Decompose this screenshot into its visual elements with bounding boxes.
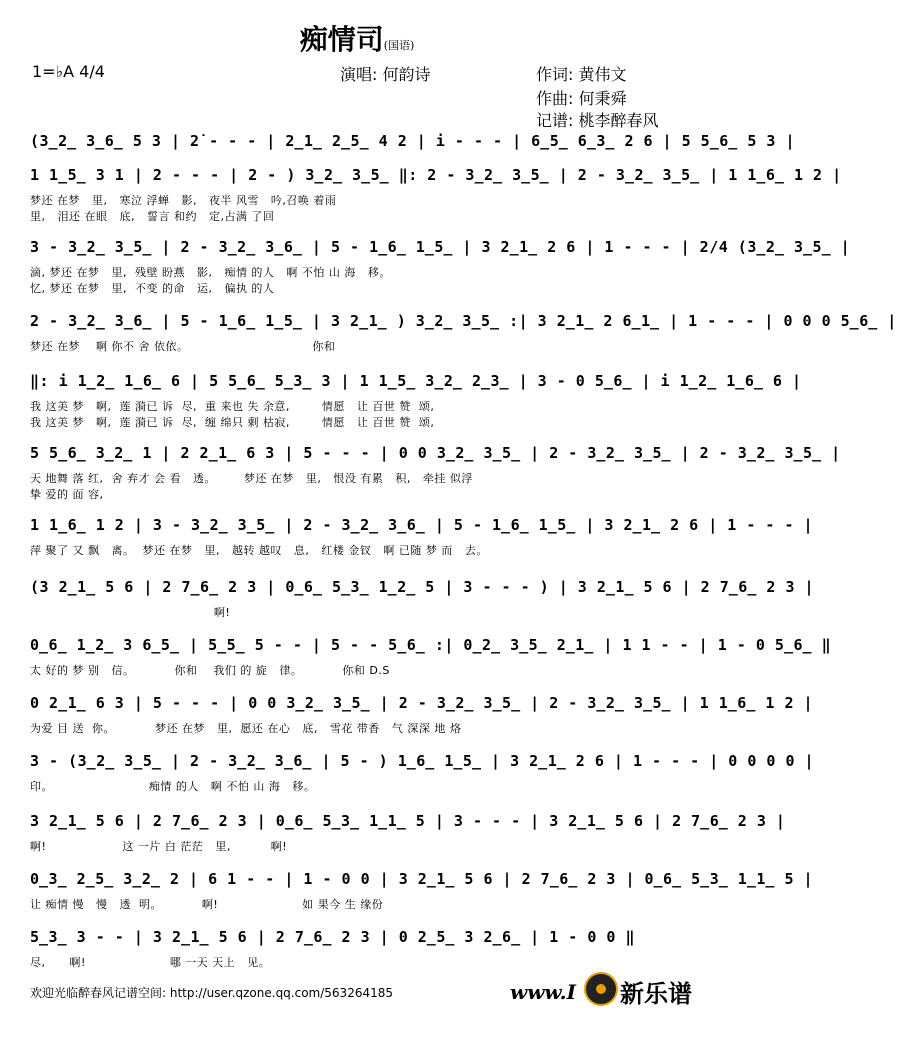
- notation-row: 1 1̲5̲ 3 1 | 2 - - - | 2 - ) 3̲2̲ 3̲5̲ ‖: 2 - 3̲2̲ 3̲5̲ | 2 - 3̲2̲ 3̲5̲ | 1 1̲6̲ 1 2 |: [30, 166, 842, 184]
- lyric-line-1: 梦还 在梦 啊 你不 舍 依依。 你和: [30, 340, 336, 353]
- notation-row: 0 2̲1̲ 6 3 | 5 - - - | 0 0 3̲2̲ 3̲5̲ | 2 - 3̲2̲ 3̲5̲ | 2 - 3̲2̲ 3̲5̲ | 1 1̲6̲ 1 2 |: [30, 694, 814, 712]
- lyric-line-1: 尽, 啊! 哪 一天 天上 见。: [30, 956, 271, 969]
- lyric-line-2: 里, 泪还 在眼 底, 誓言 和约 定,占满 了回: [30, 210, 275, 223]
- record-disc-icon: [584, 972, 618, 1006]
- notation-row: 0̲6̲ 1̲2̲ 3 6̲5̲ | 5̲5̲ 5 - - | 5 - - 5̲6̲ :| 0̲2̲ 3̲5̲ 2̲1̲ | 1 1 - - | 1 - 0 5̲6̲ ‖: [30, 636, 832, 654]
- lyric-line-1: 啊! 这 一片 白 茫茫 里, 啊!: [30, 840, 288, 853]
- transcriber: 记谱: 桃李醉春风: [536, 111, 659, 130]
- lyric-line-1: 梦还 在梦 里, 寒泣 浮蝉 影, 夜半 风雪 吟,召唤 着雨: [30, 194, 337, 207]
- song-title: [0, 18, 714, 58]
- notation-row: (3̲2̲ 3̲6̲ 5 3 | 2̇ - - - | 2̲1̲ 2̲5̲ 4 2 | i - - - | 6̲5̲ 6̲3̲ 2 6 | 5 5̲6̲ 5 3 |: [30, 132, 795, 150]
- lyric-line-1: 我 这美 梦 啊, 莲 漪已 诉 尽, 重 来也 失 余意, 情愿 让 百世 赞 颂,: [30, 400, 435, 413]
- notation-row: 3 - (3̲2̲ 3̲5̲ | 2 - 3̲2̲ 3̲6̲ | 5 - ) 1̲6̲ 1̲5̲ | 3 2̲1̲ 2 6 | 1 - - - | 0 0 0 0 |: [30, 752, 815, 770]
- notation-row: 3 - 3̲2̲ 3̲5̲ | 2 - 3̲2̲ 3̲6̲ | 5 - 1̲6̲ 1̲5̲ | 3 2̲1̲ 2 6 | 1 - - - | 2/4 (3̲2̲ 3̲5̲ |: [30, 238, 851, 256]
- lyric-line-1: 啊!: [30, 606, 231, 619]
- lyric-line-2: 我 这美 梦 啊, 莲 漪已 诉 尽, 缠 绵只 剩 枯寂, 情愿 让 百世 赞 颂,: [30, 416, 435, 429]
- notation-row: 5 5̲6̲ 3̲2̲ 1 | 2 2̲1̲ 6 3 | 5 - - - | 0 0 3̲2̲ 3̲5̲ | 2 - 3̲2̲ 3̲5̲ | 2 - 3̲2̲ 3̲5̲ |: [30, 444, 841, 462]
- singer: 演唱: 何韵诗: [340, 65, 431, 84]
- logo-www: www.I: [510, 980, 576, 1004]
- lyric-line-1: 滴, 梦还 在梦 里, 残壁 盼燕 影, 痴情 的人 啊 不怕 山 海 移。: [30, 266, 391, 279]
- lyric-line-2: 挚 爱的 面 容,: [30, 488, 104, 501]
- logo-name: 新乐谱: [620, 979, 692, 1008]
- lyric-line-1: 让 痴情 慢 慢 透 明。 啊! 如 果今 生 缘份: [30, 898, 384, 911]
- lyric-line-2: 忆, 梦还 在梦 里, 不变 的命 运, 偏执 的人: [30, 282, 275, 295]
- title-language: (国语): [383, 39, 415, 52]
- notation-row: 1 1̲6̲ 1 2 | 3 - 3̲2̲ 3̲5̲ | 2 - 3̲2̲ 3̲6̲ | 5 - 1̲6̲ 1̲5̲ | 3 2̲1̲ 2 6 | 1 - - - |: [30, 516, 814, 534]
- notation-row: 0̲3̲ 2̲5̲ 3̲2̲ 2 | 6 1 - - | 1 - 0 0 | 3 2̲1̲ 5 6 | 2 7̲6̲ 2 3 | 0̲6̲ 5̲3̲ 1̲1̲ 5 |: [30, 870, 814, 888]
- lyric-line-1: 为爱 目 送 你。 梦还 在梦 里, 愿还 在心 底, 雪花 带香 气 深深 地 烙: [30, 722, 462, 735]
- notation-row: (3 2̲1̲ 5 6 | 2 7̲6̲ 2 3 | 0̲6̲ 5̲3̲ 1̲2̲ 5 | 3 - - - ) | 3 2̲1̲ 5 6 | 2 7̲6̲ 2 3 |: [30, 578, 815, 596]
- lyric-line-1: 天 地舞 落 红, 舍 弃才 会 看 透。 梦还 在梦 里, 恨没 有累 积, 牵挂 似浮: [30, 472, 473, 485]
- lyric-line-1: 萍 聚了 又 飘 离。 梦还 在梦 里, 越转 越叹 息, 红楼 金钗 啊 已随 梦 而 去。: [30, 544, 488, 557]
- notation-row: 3 2̲1̲ 5 6 | 2 7̲6̲ 2 3 | 0̲6̲ 5̲3̲ 1̲1̲ 5 | 3 - - - | 3 2̲1̲ 5 6 | 2 7̲6̲ 2 3 |: [30, 812, 786, 830]
- title-text: 痴情司: [299, 23, 384, 56]
- notation-row: 2 - 3̲2̲ 3̲6̲ | 5 - 1̲6̲ 1̲5̲ | 3 2̲1̲ ) 3̲2̲ 3̲5̲ :| 3 2̲1̲ 2 6̲1̲ | 1 - - - | 0 0 0 5̲6̲ |: [30, 312, 897, 330]
- notation-row: ‖: i 1̲2̲ 1̲6̲ 6 | 5 5̲6̲ 5̲3̲ 3 | 1 1̲5̲ 3̲2̲ 2̲3̲ | 3 - 0 5̲6̲ | i 1̲2̲ 1̲6̲ 6 |: [30, 372, 802, 390]
- lyric-line-1: 太 好的 梦 别 信。 你和 我们 的 旋 律。 你和 D.S: [30, 664, 390, 677]
- key-signature: 1=♭A 4/4: [32, 62, 105, 81]
- footer-link[interactable]: 欢迎光临醉春风记谱空间: http://user.qzone.qq.com/563264185: [30, 986, 394, 1000]
- notation-row: 5̲3̲ 3 - - | 3 2̲1̲ 5 6 | 2 7̲6̲ 2 3 | 0 2̲5̲ 3 2̲6̲ | 1 - 0 0 ‖: [30, 928, 635, 946]
- lyric-line-1: 印。 痴情 的人 啊 不怕 山 海 移。: [30, 780, 316, 793]
- lyricist: 作词: 黄伟文: [536, 65, 627, 84]
- composer: 作曲: 何秉舜: [536, 89, 627, 108]
- site-logo[interactable]: [510, 972, 710, 1006]
